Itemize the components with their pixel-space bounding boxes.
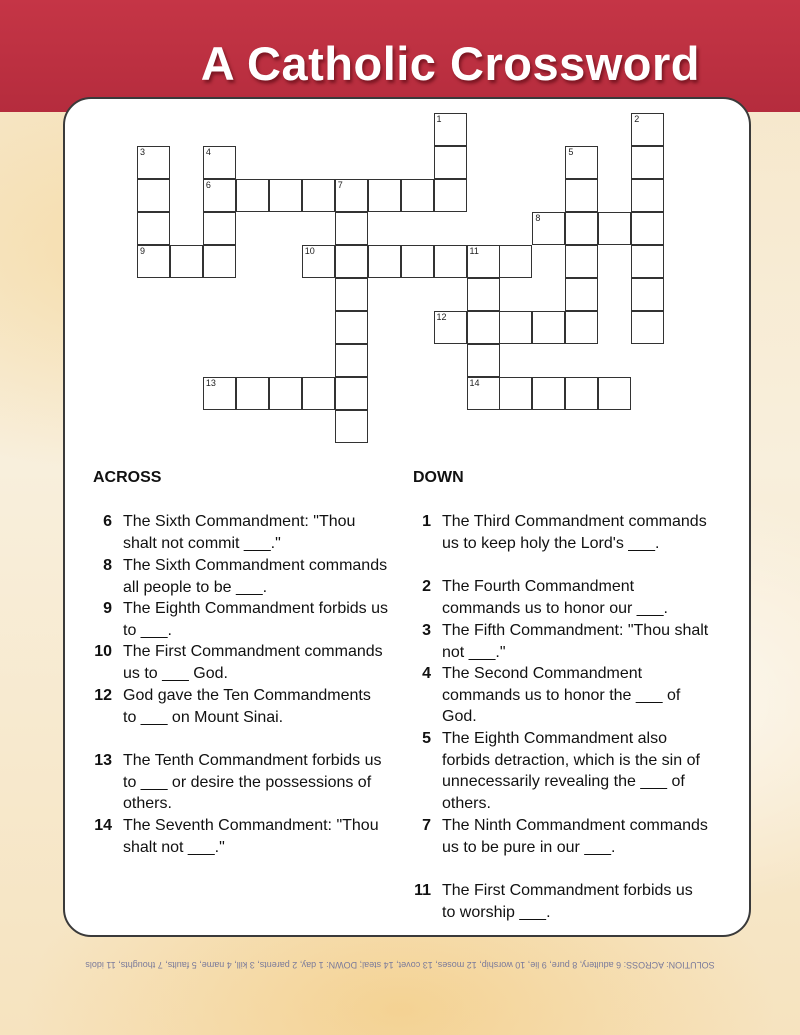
clue-text: The Eighth Commandment also forbids detraction, which is the sin of unnecessarily revealing the ___ of others. (442, 730, 700, 813)
cell-number: 14 (469, 377, 480, 388)
clue-text: The Second Commandment commands us to honor the ___ of God. (442, 665, 681, 726)
clue-number: 6 (103, 513, 112, 530)
cell-number: 6 (205, 179, 211, 190)
clue-number: 7 (422, 817, 431, 834)
cell-number: 2 (634, 114, 640, 124)
clue-number: 13 (94, 752, 112, 769)
solution-text: SOLUTION: ACROSS: 6 adultery, 8 pure, 9 lie, 10 worship, 12 moses, 13 covet, 14 steal; DOWN: 1 day, 2 parents, 3 kill, 4 name, 5 faults, 7 thoughts, 11 idols (85, 960, 715, 970)
cell-number: 12 (436, 311, 447, 322)
clue-number: 4 (422, 665, 431, 682)
clue-number: 11 (414, 882, 431, 899)
clue-number: 9 (103, 600, 112, 617)
clue-text: The Tenth Commandment forbids us to ___ or desire the possessions of others. (123, 752, 382, 813)
down-heading: DOWN (413, 469, 464, 486)
clue-number: 8 (103, 557, 112, 574)
clue-number: 5 (422, 730, 431, 747)
clue-text: The Third Commandment commands us to keep holy the Lord's ___. (442, 513, 707, 552)
clue-text: The Seventh Commandment: "Thou shalt not ___." (123, 817, 379, 856)
clue-number: 14 (94, 817, 112, 834)
clue-text: The Fifth Commandment: "Thou shalt not ___." (442, 622, 709, 661)
page-title: A Catholic Crossword (200, 37, 700, 90)
clue-number: 10 (94, 643, 112, 660)
clue-text: The Sixth Commandment commands all people to be ___. (123, 557, 388, 596)
cell-number: 3 (140, 146, 146, 157)
cell-number: 1 (436, 114, 442, 124)
clue-number: 1 (422, 513, 431, 530)
cell-number: 11 (469, 245, 479, 256)
clue-text: The Ninth Commandment commands us to be pure in our ___. (442, 817, 708, 856)
clue-number: 12 (94, 687, 112, 704)
clue-number: 2 (422, 578, 431, 595)
clue-text: God gave the Ten Commandments to ___ on Mount Sinai. (123, 687, 371, 726)
cell-number: 10 (304, 245, 315, 256)
clue-text: The Sixth Commandment: "Thou shalt not commit ___." (123, 513, 356, 552)
cell-number: 5 (568, 146, 574, 157)
cell-number: 9 (140, 245, 146, 256)
clue-text: The Fourth Commandment commands us to honor our ___. (442, 578, 668, 617)
cell-number: 8 (535, 212, 541, 223)
cell-number: 13 (205, 377, 216, 388)
clue-text: The First Commandment commands us to ___ God. (123, 643, 383, 682)
clue-text: The Eighth Commandment forbids us to ___. (123, 600, 389, 639)
clue-number: 3 (422, 622, 431, 639)
across-heading: ACROSS (93, 469, 162, 486)
cell-number: 4 (205, 146, 211, 157)
title-banner (0, 0, 800, 112)
clue-text: The First Commandment forbids us to worship ___. (442, 882, 693, 921)
cell-number: 7 (337, 179, 343, 190)
